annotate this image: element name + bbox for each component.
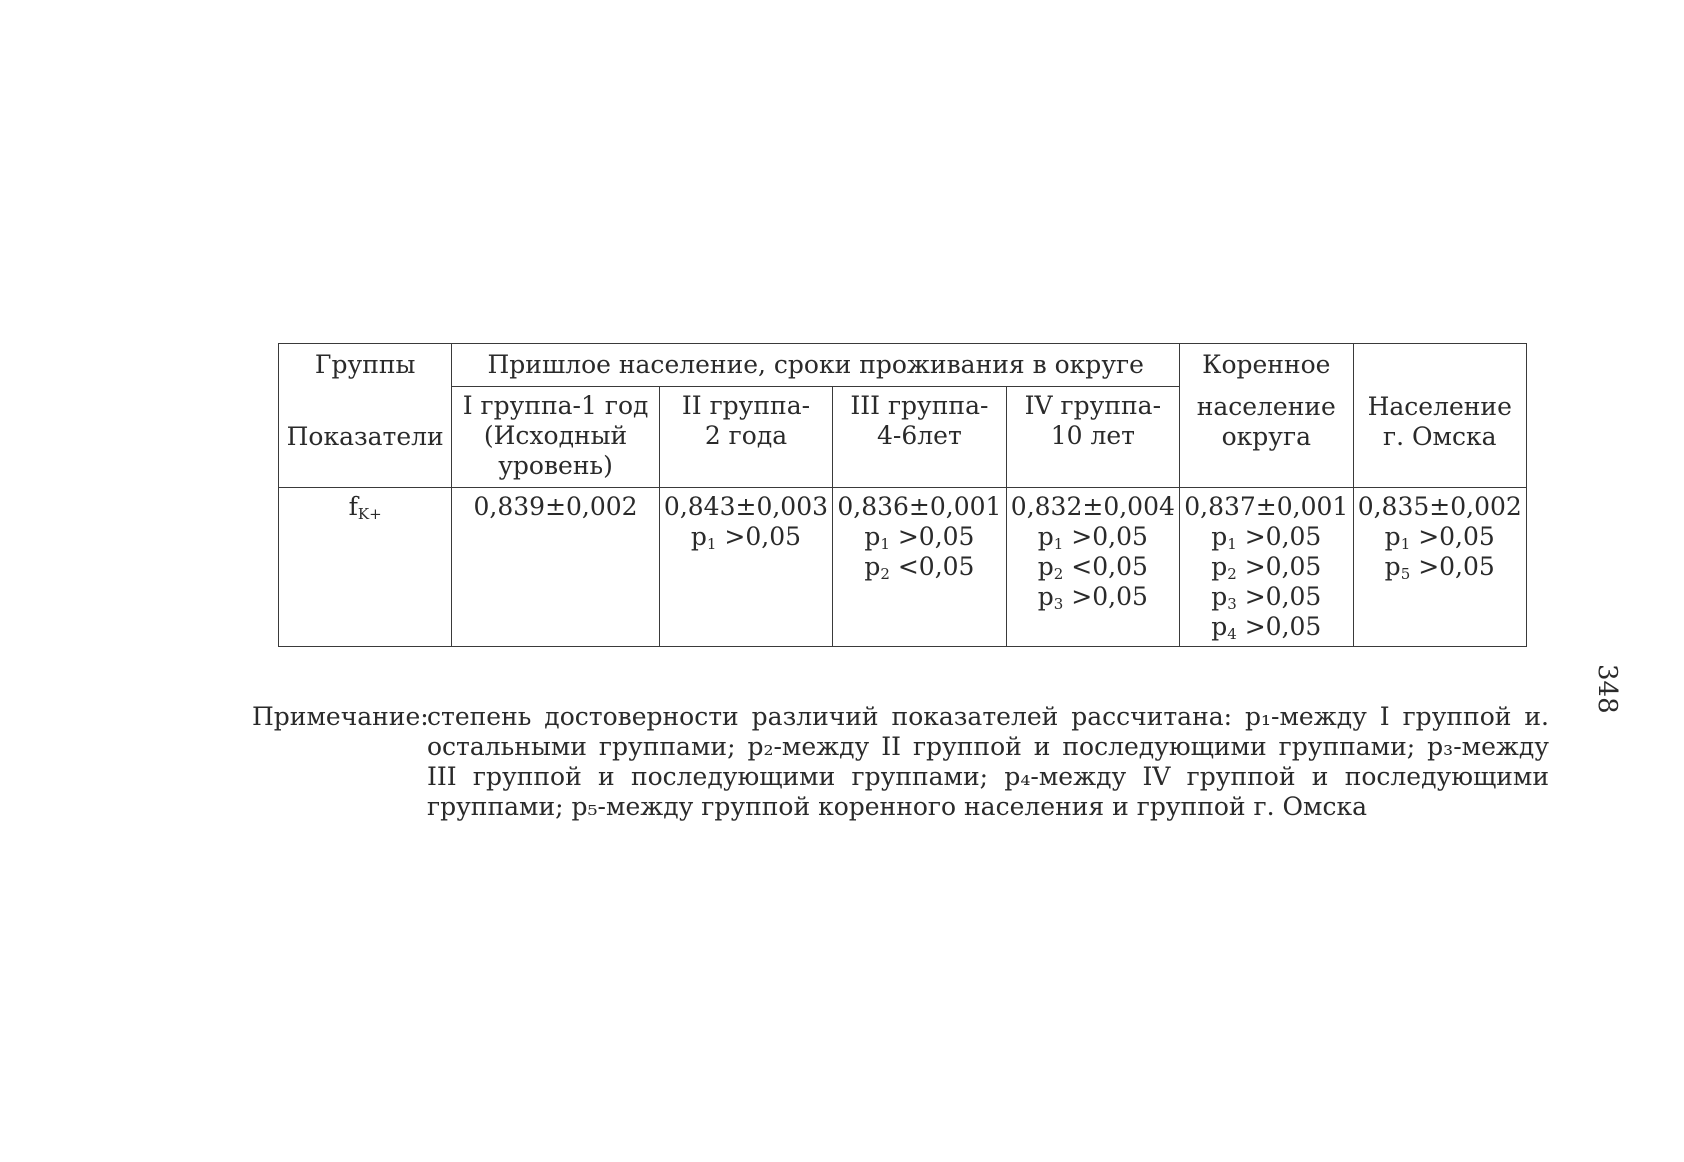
p-value-text: >0,05 (1244, 552, 1322, 581)
stub-header-groups: Группы (314, 350, 416, 379)
p-value: $p_1 >0,05$ (1211, 522, 1322, 553)
mean-value: 0,843±0,003 (663, 492, 829, 521)
native-population-header (1180, 344, 1353, 488)
table-row (279, 488, 1527, 647)
mean-value: 0,837±0,001 (1184, 492, 1349, 521)
omsk-population-header (1353, 344, 1527, 488)
group-iv-value-cell (1006, 488, 1179, 647)
footnote-label: Примечание: (252, 702, 429, 731)
header-line: I группа-1 год (462, 391, 649, 420)
header-line: Коренное (1202, 350, 1331, 379)
p-value: $p_2 <0,05$ (1037, 552, 1148, 583)
group-iv-header (1006, 387, 1179, 488)
p-value-text: >0,05 (1071, 522, 1148, 551)
header-line: IV группа- (1024, 391, 1162, 420)
indicator-subscript: K+ (357, 505, 382, 523)
indicator-name: f (348, 492, 358, 521)
p-value: $p_2 >0,05$ (1211, 552, 1322, 583)
header-line: III группа- (850, 391, 989, 420)
p-value: $p_3 >0,05$ (1211, 582, 1322, 613)
header-line: II группа- (681, 391, 811, 420)
header-line: уровень) (498, 451, 613, 480)
p-value: $p_2 <0,05$ (864, 552, 975, 583)
mean-value: 0,839±0,002 (473, 492, 638, 521)
p-value: $p_1 >0,05$ (1384, 522, 1495, 553)
p-value-text: <0,05 (1071, 552, 1148, 581)
p-value-text: >0,05 (1244, 612, 1322, 641)
indicator-cell (279, 488, 452, 647)
p-value-text: >0,05 (1244, 522, 1322, 551)
p-value-text: >0,05 (1071, 582, 1148, 611)
header-line: (Исходный (483, 421, 628, 450)
group-iii-header (833, 387, 1006, 488)
mean-value: 0,835±0,002 (1357, 492, 1522, 521)
header-line: 2 года (704, 421, 788, 450)
footnote-text: степень достоверности различий показателей рассчитана: p₁-между I группой и. остальными группами; p₂-между II группой и последующими группами; p₃-между III группой и последующими группами; p₄-между IV группой и последующими группами; p₅-между группой коренного населения и группой г. Омска (427, 702, 1549, 821)
header-line: 10 лет (1050, 421, 1135, 450)
migrant-population-header: Пришлое население, сроки проживания в округе (452, 344, 1180, 387)
header-line: 4-6лет (877, 421, 962, 450)
stub-header-indicators: Показатели (286, 422, 444, 451)
p-value: $p_3 >0,05$ (1037, 582, 1148, 613)
data-table (278, 343, 1527, 647)
p-value: $p_1 >0,05$ (864, 522, 975, 553)
p-value-text: <0,05 (897, 552, 975, 581)
p-value-text: >0,05 (724, 522, 802, 551)
page-number: 348 (1592, 664, 1622, 714)
p-value: $p_4 >0,05$ (1211, 612, 1322, 643)
header-line: г. Омска (1383, 422, 1497, 451)
p-value-text: >0,05 (1418, 522, 1495, 551)
p-value: $p_1 >0,05$ (1037, 522, 1148, 553)
group-ii-value-cell (659, 488, 832, 647)
p-value-text: >0,05 (897, 522, 975, 551)
p-value: $p_1 >0,05$ (690, 522, 802, 553)
group-i-value-cell (452, 488, 659, 647)
stub-header-cell (279, 344, 452, 488)
header-line: округа (1221, 422, 1311, 451)
mean-value: 0,836±0,001 (837, 492, 1002, 521)
header-line: Население (1367, 392, 1512, 421)
group-ii-header (659, 387, 832, 488)
group-i-header (452, 387, 659, 488)
mean-value: 0,832±0,004 (1010, 492, 1175, 521)
native-value-cell (1180, 488, 1353, 647)
omsk-value-cell (1353, 488, 1527, 647)
group-iii-value-cell (833, 488, 1006, 647)
p-value: $p_5 >0,05$ (1384, 552, 1495, 583)
p-value-text: >0,05 (1244, 582, 1322, 611)
p-value-text: >0,05 (1418, 552, 1495, 581)
header-line: население (1196, 392, 1336, 421)
